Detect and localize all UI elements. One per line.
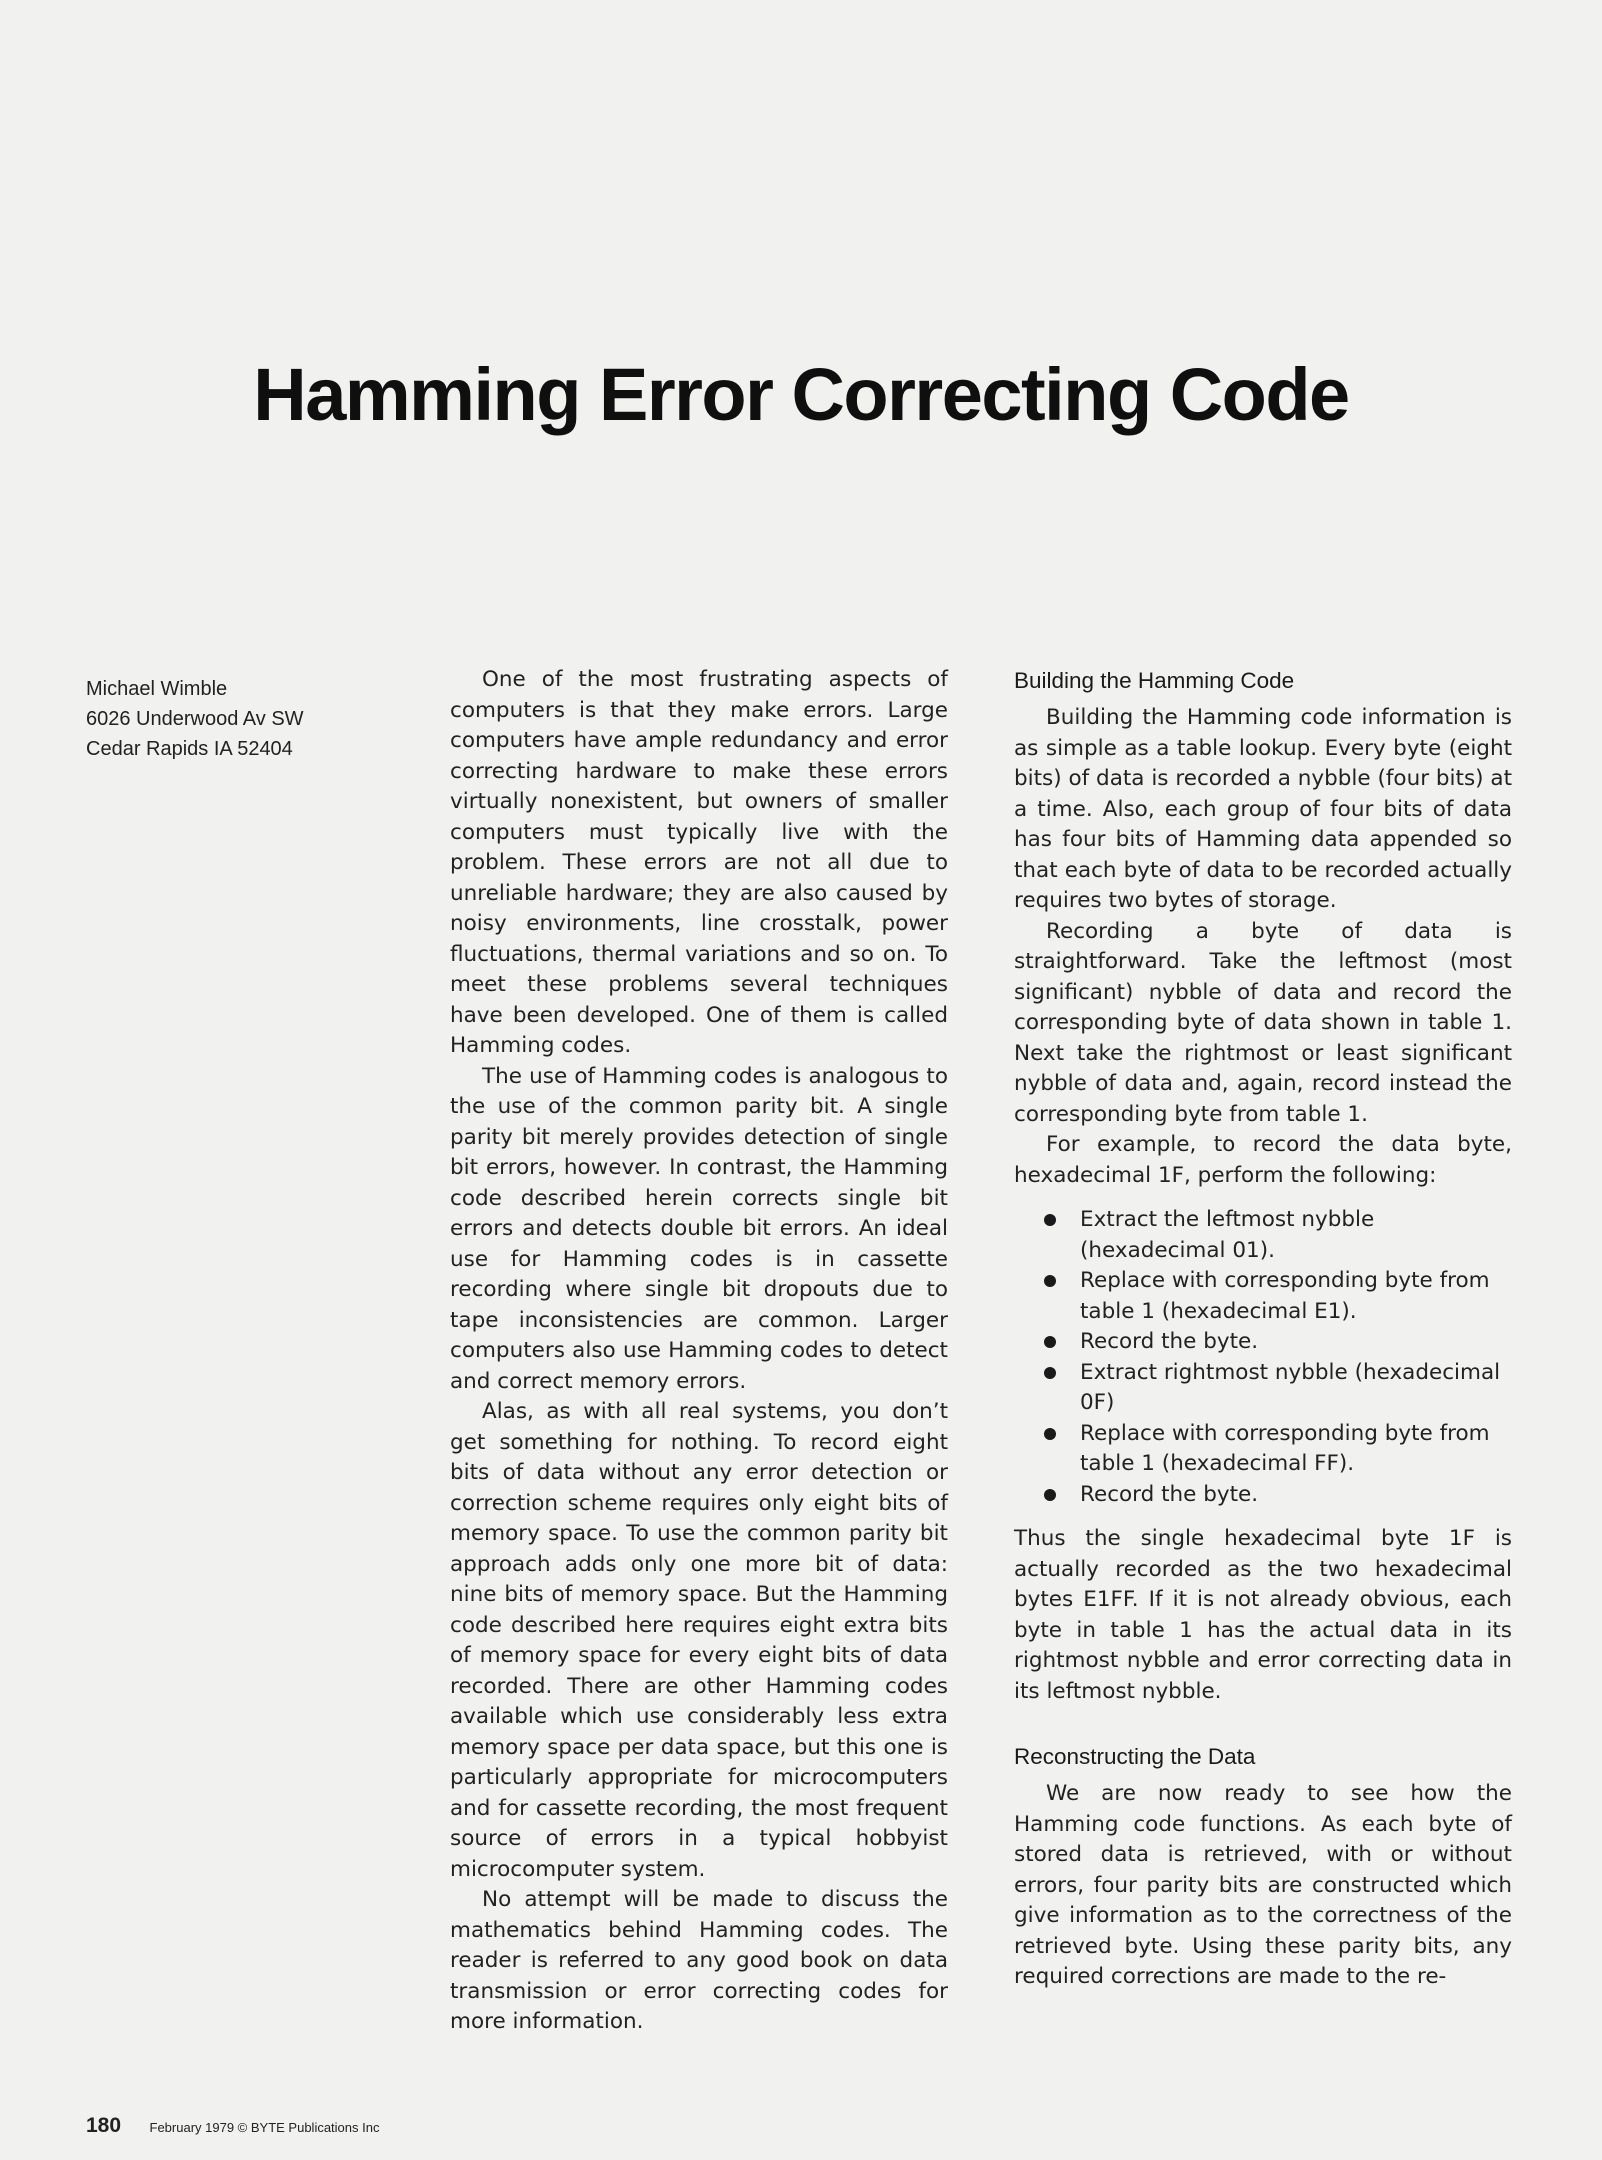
- author-street: 6026 Underwood Av SW: [86, 708, 304, 730]
- page-footer: [86, 2114, 379, 2138]
- list-item-text: Extract the leftmost nybble (hexadecimal 01).: [1080, 1207, 1375, 1263]
- list-item: [1044, 1419, 1512, 1480]
- body-paragraph: Building the Hamming code information is as simple as a table lookup. Every byte (eight bits) of data is recorded a nybble (four bits) at a time. Also, each group of four bits of data has four bits of Hamming data appended so that each byte of data to be recorded actually requires two bytes of storage.: [1014, 705, 1512, 913]
- section-heading-building: Building the Hamming Code: [1014, 668, 1295, 693]
- body-paragraph: We are now ready to see how the Hamming code functions. As each byte of stored data is retrieved, with or without errors, four parity bits are constructed which give information as to the correctness of the retrieved byte. Using these parity bits, any required corrections are made to the re-: [1014, 1781, 1512, 1989]
- page-number: 180: [86, 2114, 122, 2137]
- body-paragraph: Thus the single hexadecimal byte 1F is actually recorded as the two hexadecimal bytes E1FF. If it is not already obvious, each byte in table 1 has the actual data in its rightmost nybble and error correcting data in its leftmost nybble.: [1014, 1526, 1512, 1704]
- body-paragraph: One of the most frustrating aspects of computers is that they make errors. Large computers have ample redundancy and error correcting hardware to make these errors virtually nonexistent, but owners of smaller computers must typically live with the problem. These errors are not all due to unreliable hardware; they are also caused by noisy environments, line crosstalk, power fluctuations, thermal variations and so on. To meet these problems several techniques have been developed. One of them is called Hamming codes.: [450, 667, 948, 1058]
- list-item: [1044, 1266, 1512, 1327]
- publication-credit: February 1979 © BYTE Publications Inc: [149, 2120, 380, 2135]
- list-item: [1044, 1480, 1512, 1511]
- bullet-icon: [1044, 1367, 1056, 1379]
- list-item-text: Replace with corresponding byte from table 1 (hexadecimal FF).: [1080, 1420, 1490, 1476]
- list-item: [1044, 1205, 1512, 1266]
- body-paragraph: The use of Hamming codes is analogous to the use of the common parity bit. A single parity bit merely provides detection of single bit errors, however. In contrast, the Hamming code described herein corrects single bit errors and detects double bit errors. An ideal use for Hamming codes is in cassette recording where single bit dropouts due to tape inconsistencies are common. Larger computers also use Hamming codes to detect and correct memory errors.: [450, 1063, 948, 1394]
- section-heading-reconstructing: Reconstructing the Data: [1014, 1744, 1256, 1769]
- body-paragraph: Alas, as with all real systems, you don’t get something for nothing. To record eight bits of data without any error detection or correction scheme requires only eight bits of memory space. To use the common parity bit approach adds only one more bit of data: nine bits of memory space. But the Hamming code described here requires eight extra bits of memory space for every eight bits of data recorded. There are other Hamming codes available which use considerably less extra memory space per data space, but this one is particularly appropriate for microcomputers and for cassette recording, the most frequent source of errors in a typical hobbyist microcomputer system.: [450, 1399, 948, 1882]
- steps-list: [1014, 1205, 1512, 1510]
- bullet-icon: [1044, 1214, 1056, 1226]
- author-block: [86, 674, 304, 764]
- middle-column: [450, 665, 948, 2038]
- author-city: Cedar Rapids IA 52404: [86, 738, 293, 760]
- bullet-icon: [1044, 1336, 1056, 1348]
- body-paragraph: No attempt will be made to discuss the mathematics behind Hamming codes. The reader is referred to any good book on data transmission or error correcting codes for more information.: [450, 1887, 948, 2034]
- list-item: [1044, 1327, 1512, 1358]
- right-column: [1014, 665, 1512, 1993]
- list-item-text: Extract rightmost nybble (hexadecimal 0F): [1080, 1359, 1501, 1415]
- list-item-text: Record the byte.: [1080, 1329, 1259, 1354]
- author-name: Michael Wimble: [86, 678, 228, 700]
- body-paragraph: Recording a byte of data is straightforward. Take the leftmost (most significant) nybble of data and record the corresponding byte of data shown in table 1. Next take the rightmost or least significant nybble of data and, again, record instead the corresponding byte from table 1.: [1014, 918, 1512, 1127]
- body-paragraph: For example, to record the data byte, hexadecimal 1F, perform the following:: [1014, 1132, 1512, 1188]
- bullet-icon: [1044, 1489, 1056, 1501]
- article-title: Hamming Error Correcting Code: [253, 353, 1349, 436]
- list-item-text: Record the byte.: [1080, 1481, 1259, 1507]
- list-item: [1044, 1358, 1512, 1419]
- list-item-text: Replace with corresponding byte from table 1 (hexadecimal E1).: [1080, 1268, 1490, 1324]
- bullet-icon: [1044, 1428, 1056, 1440]
- bullet-icon: [1044, 1275, 1056, 1287]
